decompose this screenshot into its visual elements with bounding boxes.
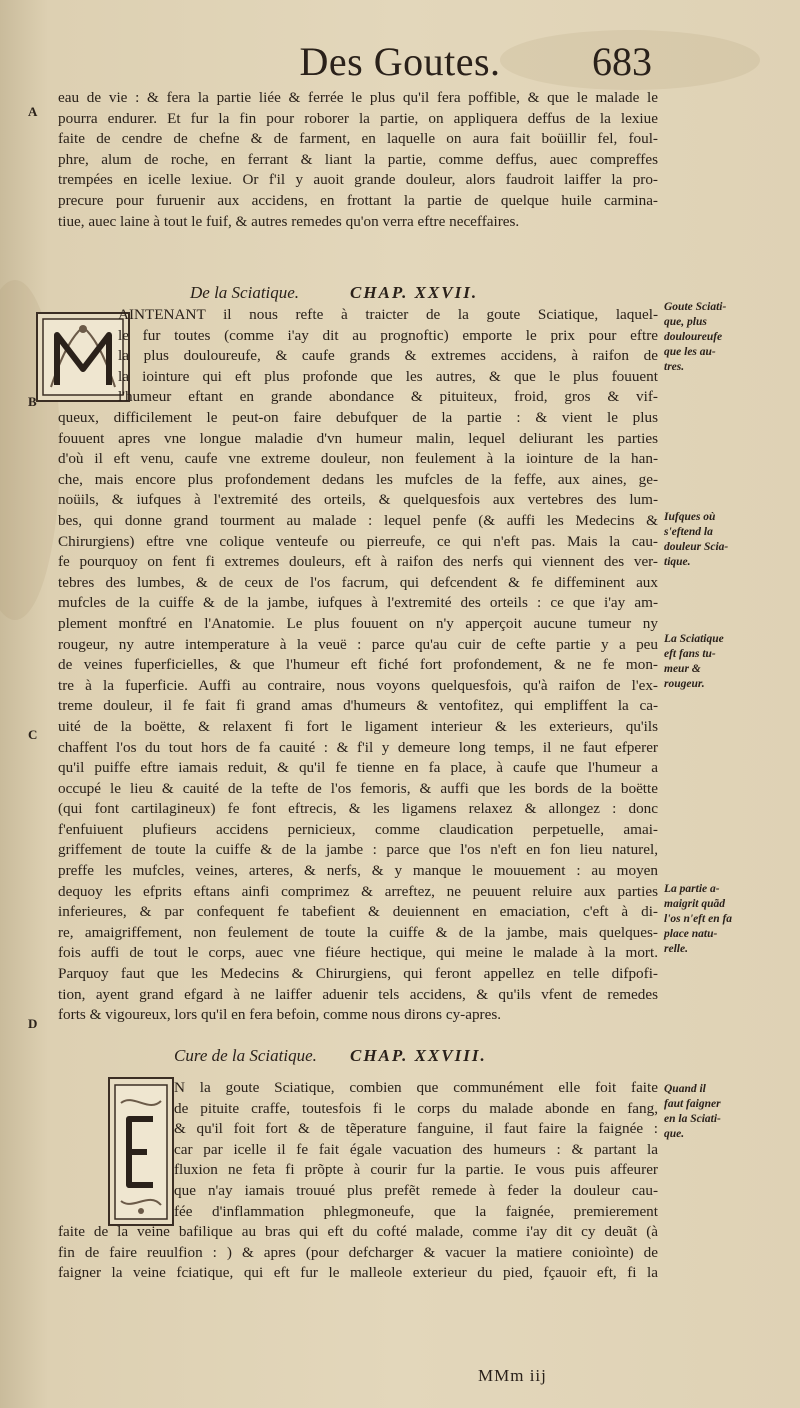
text-line: fluxion ne feta fi prõpte à courir fur la partie. Ie vous puis affeurer <box>174 1161 658 1179</box>
text-line: tion, ayent grand efgard à ne laiffer aduenir tels accidens, & qu'ils vfent de remedes <box>58 985 658 1003</box>
section-letter: C <box>28 727 38 742</box>
text-line: f'enfuiuent plufieurs accidens pernicieux, comme claudication perpetuelle, amai- <box>58 820 658 838</box>
chapter28-body <box>58 1222 658 1284</box>
text-line: bes, qui donne grand tourment au malade : lequel penfe (& auffi les Medecins & <box>58 511 658 529</box>
text-line: qu'il puiffe eftre iamais reduit, & qu'il fe tienne en fa place, à caufe que l'humeur a <box>58 759 658 777</box>
text-line: uité de la boëtte, & relaxent fi fort le ligament interieur & les exterieurs, qu'ils <box>58 717 658 735</box>
text-line: preffe les mufcles, veines, arteres, & nerfs, & y manque le mouuement : au moyen <box>58 862 658 880</box>
page-number: 683 <box>592 39 652 84</box>
chapter27-body <box>58 408 658 1026</box>
text-line: forts & vigoureux, lors qu'il en fera befoin, comme nous dirons cy-apres. <box>58 1006 502 1024</box>
text-line: fe pourquoy on fent fi extremes douleurs, eft à raifon des nerfs qui viennent des ver- <box>58 553 658 571</box>
text-line: & qu'il foit fort & de tẽperature fanguine, il faut faire la faignée : <box>174 1120 658 1138</box>
text-line: tebres des lumbes, & de ceux de l'os facrum, qui defcendent & fe diffeminent aux <box>58 573 658 591</box>
decorated-initial-e <box>108 1077 174 1226</box>
text-line: faigner la veine fciatique, qui eft fur le malleole exterieur du pied, fçauoir eft, fi la <box>58 1264 658 1282</box>
text-line: re, amaigriffement, non feulement de toute la cuiffe & de la jambe, mais quelques- <box>58 923 658 941</box>
margin-note: Quand il faut faigner en la Sciati- que. <box>664 1083 721 1140</box>
text-line: mufcles de la cuiffe & de la jambe, iufques à l'extremité des orteils : ce que i'ay am- <box>58 594 658 612</box>
chapter-title: De la Sciatique. <box>190 283 300 302</box>
text-line: precure pour furuenir aux accidens, en frottant la partie de quelque huile carmina- <box>58 191 658 209</box>
text-line: griffement de toute la cuiffe & de la jambe : parce que l'os n'eft en fon lieu naturel, <box>58 841 658 859</box>
margin-note: Iufques où s'eftend la douleur Scia- tique. <box>664 511 729 568</box>
chapter28-opening <box>174 1078 658 1222</box>
decorated-initial-m <box>36 312 130 402</box>
text-line: inferieures, & par confequent fe tabefient & deuiennent en emaciation, c'eft à di- <box>58 903 658 921</box>
text-line: la plus douloureufe, & caufe grands & extremes accidens, à raifon de <box>118 347 658 365</box>
section-letter: A <box>28 104 38 119</box>
text-line: plement monftré en l'Anatomie. Le plus fouuent on n'y apperçoit aucune tumeur ny <box>58 614 658 632</box>
text-line: N la goute Sciatique, combien que communément elle foit faite <box>174 1079 658 1096</box>
text-line: noüils, & iufques à l'extremité des orteils, & quelquesfois aux vertebres des lum- <box>58 491 658 509</box>
text-line: occupé le lieu & cauité de la tefte de l'os femoris, & auffi que les bords de la boëtte <box>58 779 658 797</box>
margin-note: La partie a- maigrit quãd l'os n'eft en fa place natu- relle. <box>664 883 733 955</box>
running-head <box>0 38 800 84</box>
running-title: Des Goutes. <box>299 39 501 84</box>
initial-e-ornament-icon <box>113 1083 169 1221</box>
text-line: (qui font cartilagineux) fe font eftrecis, & les ligamens relaxez & allongez : donc <box>58 800 658 818</box>
paragraph-intro <box>58 88 658 232</box>
text-line: phre, alum de roche, en ferrant & liant la partie, comme deffus, auec compreffes <box>58 150 658 168</box>
section-letter: D <box>28 1016 38 1031</box>
chapter-title: Cure de la Sciatique. <box>174 1046 317 1065</box>
text-line: faite de la veine bafilique au bras qui eft du cofté malade, comme i'ay dit cy deuãt (à <box>58 1223 658 1240</box>
text-line: pourra endurer. Et fur la fin pour roborer la partie, on appliquera deffus de la lexiue <box>58 109 658 127</box>
text-line: AINTENANT il nous refte à traicter de la goute Sciatique, laquel- <box>118 306 658 323</box>
chapter-number: CHAP. XXVII. <box>350 283 479 302</box>
text-line: car par icelle il fe fait égale vacuation des humeurs : & partant la <box>174 1140 658 1158</box>
text-line: treme douleur, il fe fait fi grand amas d'humeurs & ventofitez, qui empliffent la ca- <box>58 697 658 715</box>
text-line: de veines fuperficielles, & que l'humeur eft fiché fort profondement, & ne fe mon- <box>58 656 658 674</box>
text-line: tre à la fuperficie. Auffi au contraire, nous voyons quelquesfois, qu'à raifon de l'ex- <box>58 676 658 694</box>
text-line: fée d'inflammation phlegmoneufe, que la faignée, premierement <box>174 1202 658 1220</box>
text-line: que n'ay iamais trouué plus prefẽt remede à feder la douleur cau- <box>174 1181 658 1199</box>
chapter27-opening <box>118 305 658 408</box>
text-line: fouuent apres vne longue maladie d'vn humeur malin, lequel deliurant les parties <box>58 429 658 447</box>
text-line: trempées en icelle lexiue. Or f'il y auoit grande douleur, alors faudroit laiffer la pro- <box>58 171 658 189</box>
text-line: rougeur, ny autre intemperature à la veuë : parce qu'au cuir de cefte partie y a peu <box>58 635 658 653</box>
initial-m-ornament-icon <box>41 317 125 397</box>
margin-note: La Sciatique eft fans tu- meur & rougeur. <box>664 633 724 690</box>
margin-note: Goute Sciati- que, plus douloureufe que les au- tres. <box>664 301 727 373</box>
text-line: Parquoy faut que les Medecins & Chirurgiens, qui feront appellez en telle difpofi- <box>58 965 658 983</box>
text-line: queux, difficilement le peut-on faire debufquer de la partie : & vient le plus <box>58 409 658 426</box>
text-line: faite de cendre de chefne & de farment, en laquelle on aura fait boüillir fel, foul- <box>58 130 658 148</box>
text-line: Chirurgiens) eftre vne colique venteufe ou pierreufe, ce qui n'eft pas. Mais la cau- <box>58 532 658 550</box>
text-line: che, mais encore plus profondement dedans les mufcles de la feffe, aux aines, ge- <box>58 470 658 488</box>
text-line: la iointure qui eft plus profonde que les autres, & que le plus fouuent <box>118 367 658 385</box>
text-line: dequoy les efprits eftans ainfi comprimez & arreftez, ne peuuent reluire aux parties <box>58 882 658 900</box>
text-line: eau de vie : & fera la partie liée & ferrée le plus qu'il fera poffible, & que le malade le <box>58 89 658 106</box>
text-line: chaffent l'os du tout hors de fa cauité : & f'il y demeure long temps, il ne faut efperer <box>58 738 658 756</box>
printer-signature: MMm iij <box>478 1366 547 1385</box>
text-line: l'humeur eftant en grande abondance & pituiteux, froid, gros & vif- <box>118 388 658 406</box>
text-line: tiue, auec laine à tout le fuif, & autres remedes qu'on verra eftre neceffaires. <box>58 212 520 230</box>
text-line: fin de faire reuulfion : ) & apres (pour defcharger & vacuer la matiere conioìnte) de <box>58 1243 658 1261</box>
text-line: d'où il eft venu, caufe vne extreme douleur, non feulement à la iointure de la han- <box>58 450 658 468</box>
text-line: le fur toutes (comme i'ay dit au prognoftic) emporte le prix pour eftre <box>118 326 658 344</box>
section-letter: B <box>28 394 37 409</box>
text-line: fois auffi de tout le corps, auec vne fiéure hectique, qui meine le malade à la mort. <box>58 944 658 962</box>
text-line: de pituite craffe, toutesfois fi le corps du malade abonde en fang, <box>174 1099 658 1117</box>
chapter-number: CHAP. XXVIII. <box>350 1046 487 1065</box>
